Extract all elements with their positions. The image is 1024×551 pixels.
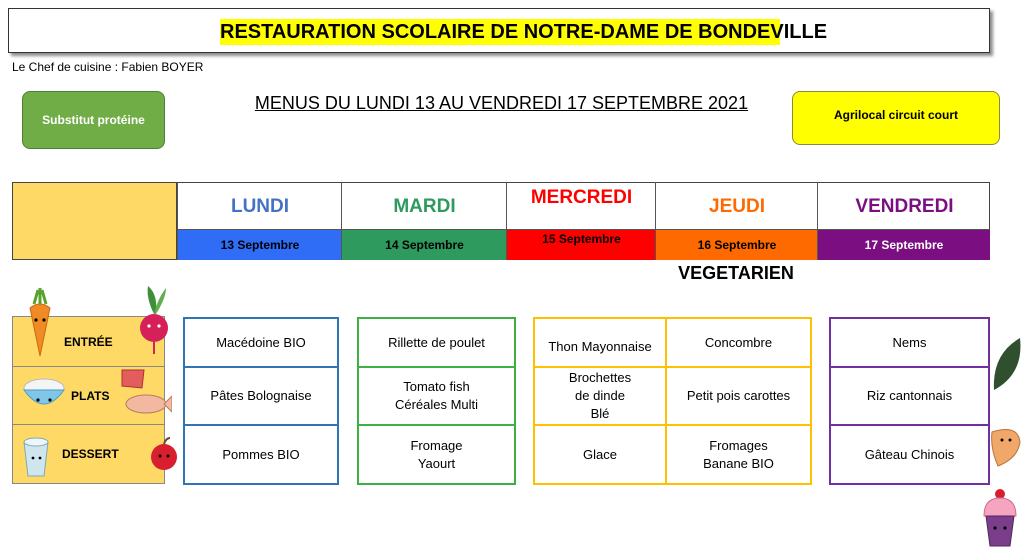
- leaf-icon: [990, 334, 1024, 394]
- carrot-icon: [22, 286, 58, 360]
- menu-mercredi-entree: Thon Mayonnaise: [533, 317, 667, 368]
- yogurt-icon: [20, 432, 52, 478]
- day-name-mercredi: MERCREDI: [530, 187, 633, 208]
- menu-jeudi-entree: Concombre: [665, 317, 812, 368]
- menu-jeudi-dessert: Fromages Banane BIO: [665, 424, 812, 485]
- legend-agrilocal-label: Agrilocal circuit court: [833, 108, 959, 122]
- menu-vendredi-entree: Nems: [829, 317, 990, 368]
- chef-name: Le Chef de cuisine : Fabien BOYER: [12, 60, 204, 74]
- day-column-vendredi: [817, 182, 990, 260]
- day-date-jeudi: 16 Septembre: [656, 229, 818, 260]
- menu-mardi-plat: Tomato fish Céréales Multi: [357, 366, 516, 426]
- legend-substitut-proteine: [22, 91, 165, 149]
- day-column-lundi: [177, 182, 341, 260]
- radish-icon: [136, 284, 172, 356]
- day-column-jeudi: [655, 182, 817, 260]
- menu-mardi-dessert: Fromage Yaourt: [357, 424, 516, 485]
- day-name-vendredi: VENDREDI: [855, 196, 954, 217]
- potato-icon: [988, 424, 1024, 468]
- menu-lundi-dessert: Pommes BIO: [183, 424, 339, 485]
- menu-mercredi-plat: Brochettes de dinde Blé: [533, 366, 667, 426]
- day-date-mercredi: 15 Septembre: [507, 229, 656, 260]
- rice-bowl-icon: [20, 374, 68, 414]
- menu-lundi-plat: Pâtes Bolognaise: [183, 366, 339, 426]
- day-date-lundi: 13 Septembre: [178, 229, 342, 260]
- menu-jeudi-plat: Petit pois carottes: [665, 366, 812, 426]
- day-date-vendredi: 17 Septembre: [818, 229, 990, 260]
- day-date-mardi: 14 Septembre: [342, 229, 507, 260]
- day-name-mardi: MARDI: [393, 196, 456, 217]
- header-corner-cell: [12, 182, 177, 260]
- menu-vendredi-plat: Riz cantonnais: [829, 366, 990, 426]
- day-column-mercredi: [506, 182, 655, 260]
- apple-icon: [148, 436, 180, 472]
- menu-heading: MENUS DU LUNDI 13 AU VENDREDI 17 SEPTEMBRE 2021: [254, 93, 749, 113]
- row-label-entree-text: ENTRÉE: [64, 334, 113, 349]
- vegetarien-label: VEGETARIEN: [678, 263, 794, 283]
- page-title: RESTAURATION SCOLAIRE DE NOTRE-DAME DE BONDEVILLE: [220, 21, 828, 43]
- menu-vendredi-dessert: Gâteau Chinois: [829, 424, 990, 485]
- menu-lundi-entree: Macédoine BIO: [183, 317, 339, 368]
- menu-mardi-entree: Rillette de poulet: [357, 317, 516, 368]
- day-column-mardi: [341, 182, 506, 260]
- cupcake-icon: [980, 488, 1020, 548]
- day-name-jeudi: JEUDI: [709, 196, 765, 217]
- day-name-lundi: LUNDI: [230, 196, 290, 217]
- row-label-plats-text: PLATS: [71, 388, 110, 403]
- legend-substitut-label: Substitut protéine: [42, 112, 145, 127]
- meat-fish-icon: [116, 366, 172, 420]
- legend-agrilocal: [792, 91, 1000, 145]
- row-label-dessert-text: DESSERT: [62, 447, 119, 461]
- menu-mercredi-dessert: Glace: [533, 424, 667, 485]
